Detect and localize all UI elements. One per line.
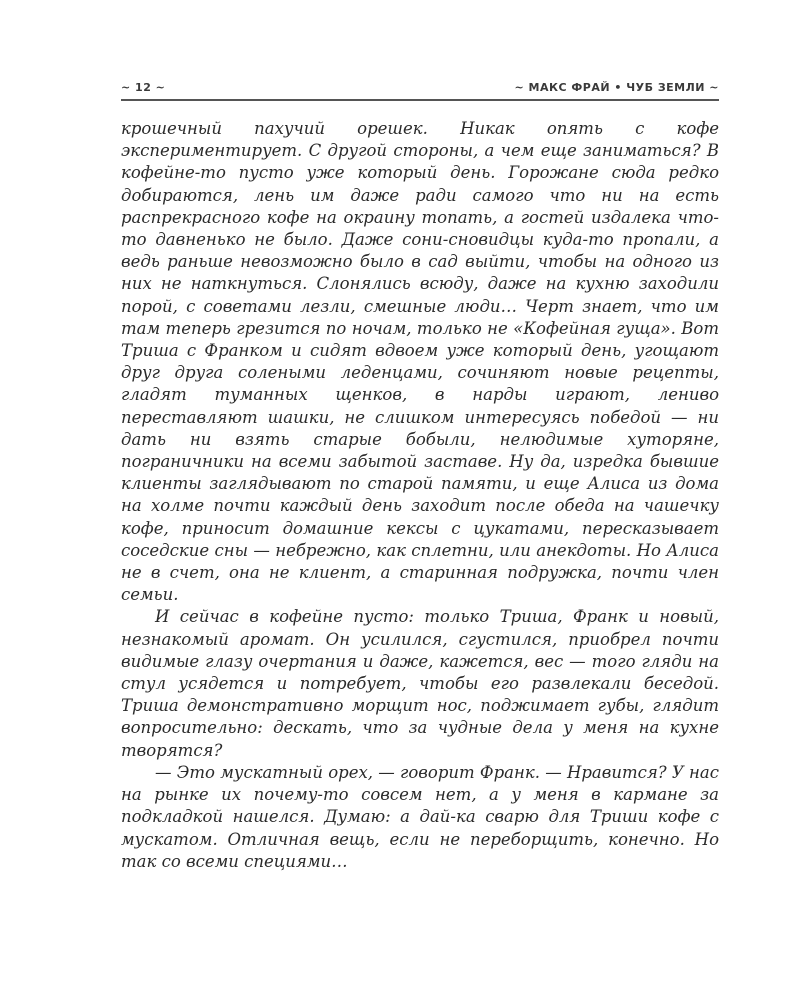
paragraph: И сейчас в кофейне пусто: только Триша, Франк и новый, незнакомый аромат. Он усилился, сгустился, приобрел почти видимые глазу очертания и даже, кажется, вес — того гляди на стул усядется и потребует, чтобы его развлекали беседой. Триша демонстративно морщит нос, поджимает губы, глядит вопросительно: дескать, что за чудные дела у меня на кухне творятся? bbox=[121, 607, 719, 760]
paragraph: крошечный пахучий орешек. Никак опять с кофе экспериментирует. С другой стороны, а чем еще заниматься? В кофейне-то пусто уже который день. Горожане сюда редко добираются, лень им даже ради самого что ни на есть распрекрасного кофе на окраину топать, а гостей издалека что-то давненько не было. Даже сони-сновидцы куда-то пропали, а ведь раньше невозможно было в сад выйти, чтобы на одного из них не наткнуться. Слонялись всюду, даже на кухню заходили порой, с советами лезли, смешные люди… Черт знает, что им там теперь грезится по ночам, только не «Кофейная гуща». Вот Триша с Франком и сидят вдвоем уже который день, угощают друг друга солеными леденцами, сочиняют новые рецепты, гладят туманных щенков, в нарды играют, лениво переставляют шашки, не слишком интересуясь победой — ни дать ни взять старые бобыли, нелюдимые хуторяне, пограничники на всеми забытой заставе. Ну да, изредка бывшие клиенты заглядывают по старой памяти, и еще Алиса из дома на холме почти каждый день заходит после обеда на чашечку кофе, приносит домашние кексы с цукатами, пересказывает соседские сны — небрежно, как сплетни, или анекдоты. Но Алиса не в счет, она не клиент, а старинная подружка, почти член семьи. bbox=[121, 119, 719, 605]
page-header bbox=[121, 81, 719, 97]
page-number: ~ 12 ~ bbox=[121, 81, 166, 94]
header-rule bbox=[121, 99, 719, 101]
paragraph: — Это мускатный орех, — говорит Франк. — Нравится? У нас на рынке их почему-то совсем нет, а у меня в кармане за подкладкой нашелся. Думаю: а дай-ка сварю для Триши кофе с мускатом. Отличная вещь, если не переборщить, конечно. Но так со всеми специями… bbox=[121, 762, 719, 871]
body-text bbox=[121, 118, 719, 873]
running-title: ~ МАКС ФРАЙ • ЧУБ ЗЕМЛИ ~ bbox=[514, 81, 719, 94]
